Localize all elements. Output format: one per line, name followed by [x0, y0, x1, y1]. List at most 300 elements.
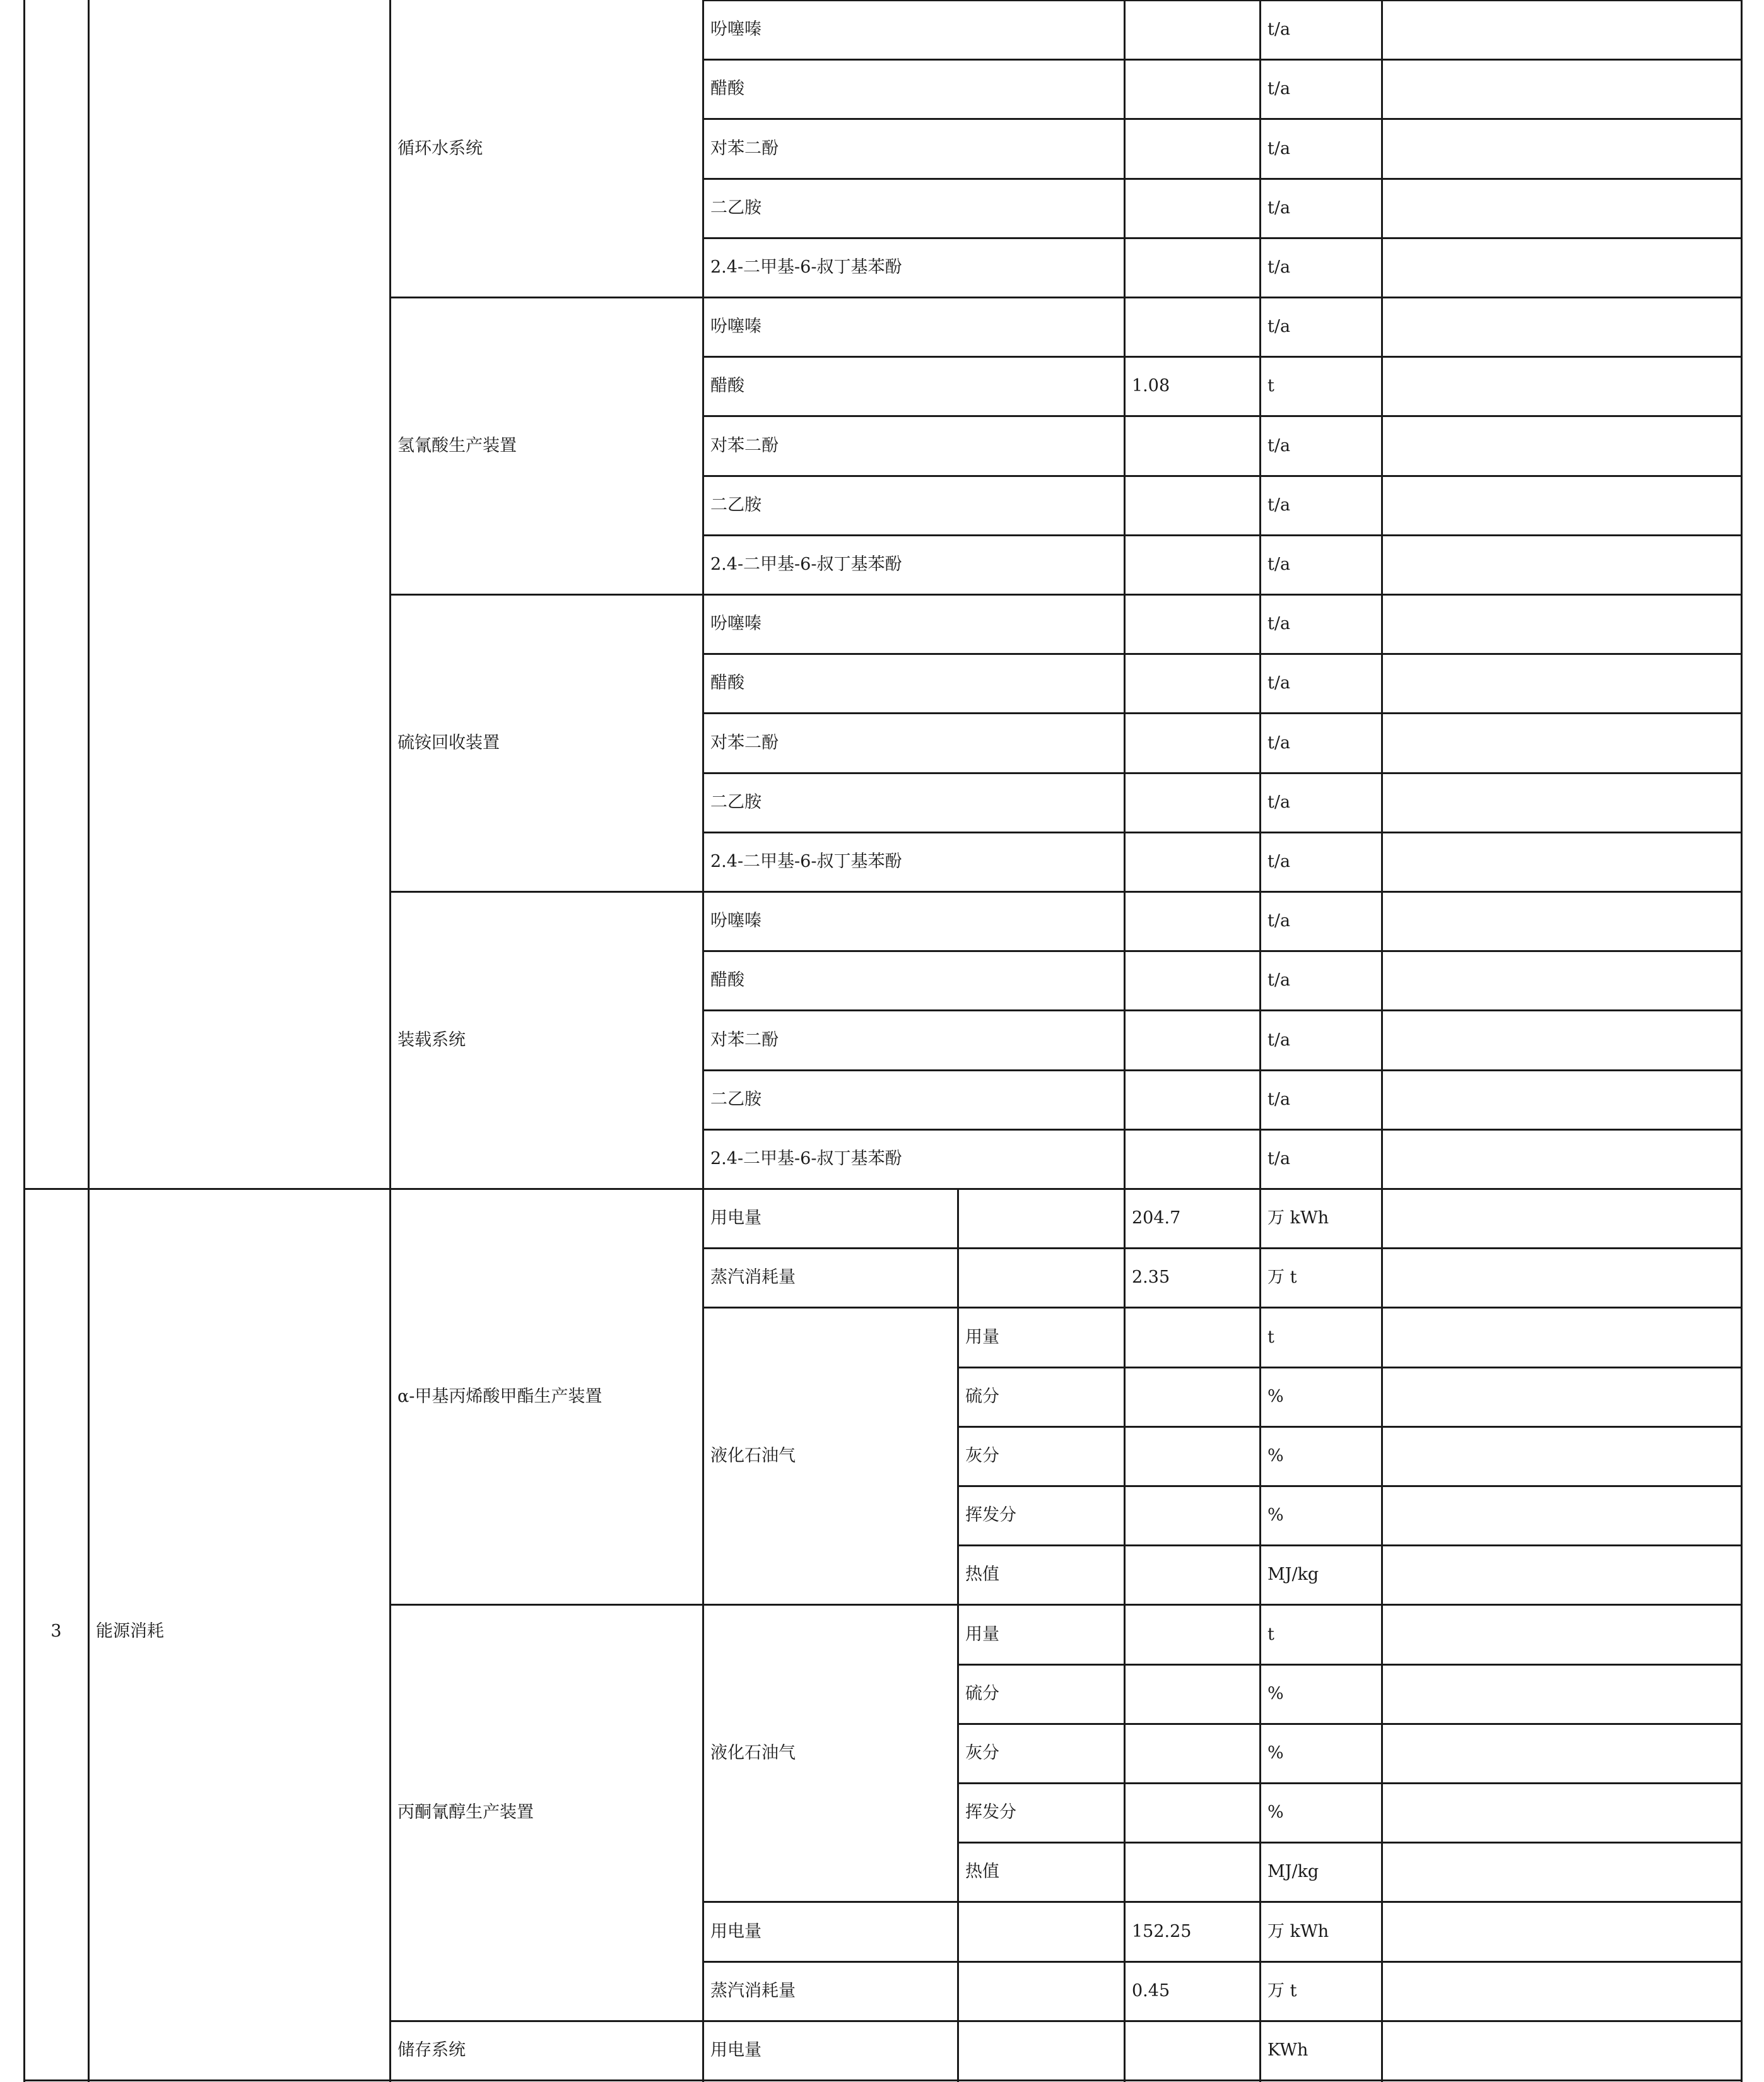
table-vertical-rule — [702, 1961, 704, 2023]
table-vertical-rule — [1741, 1902, 1743, 1963]
table-vertical-rule — [1259, 356, 1261, 418]
unit-cell: % — [1267, 1803, 1284, 1823]
table-vertical-rule — [1381, 1248, 1383, 1309]
item-name: 用电量 — [710, 1921, 761, 1941]
table-vertical-rule — [1741, 773, 1743, 834]
table-vertical-rule — [702, 0, 704, 61]
table-vertical-rule — [1741, 1070, 1743, 1131]
table-vertical-rule — [1259, 59, 1261, 121]
unit-cell: t/a — [1267, 79, 1291, 99]
table-vertical-rule — [1124, 594, 1126, 656]
table-vertical-rule — [1741, 951, 1743, 1012]
table-vertical-rule — [1381, 773, 1383, 834]
table-horizontal-rule — [957, 1367, 1743, 1368]
table-vertical-rule — [1381, 119, 1383, 180]
table-vertical-rule — [1381, 1129, 1383, 1191]
table-vertical-rule — [1124, 356, 1126, 418]
table-vertical-rule — [702, 1426, 704, 1488]
table-vertical-rule — [1381, 476, 1383, 537]
table-horizontal-rule — [702, 832, 1743, 833]
table-vertical-rule — [1124, 1367, 1126, 1428]
item-name: 二乙胺 — [710, 792, 761, 812]
value-cell: 204.7 — [1132, 1208, 1181, 1228]
table-vertical-rule — [1259, 1724, 1261, 1785]
unit-cell: t — [1267, 376, 1274, 396]
table-vertical-rule — [1741, 1664, 1743, 1726]
table-vertical-rule — [389, 0, 391, 299]
unit-cell: t/a — [1267, 673, 1291, 693]
table-vertical-rule — [1381, 1189, 1383, 1250]
table-vertical-rule — [1741, 891, 1743, 953]
table-vertical-rule — [1381, 238, 1383, 299]
item-name: 蒸汽消耗量 — [710, 1980, 796, 2001]
unit-cell: t/a — [1267, 138, 1291, 158]
item-name: 用电量 — [710, 2040, 761, 2060]
table-vertical-rule — [1124, 951, 1126, 1012]
table-vertical-rule — [702, 832, 704, 893]
table-vertical-rule — [1381, 713, 1383, 774]
facility-divider — [389, 1188, 704, 1190]
table-vertical-rule — [702, 594, 704, 656]
unit-cell: t/a — [1267, 435, 1291, 456]
table-vertical-rule — [1381, 535, 1383, 596]
item-name: 对苯二酚 — [710, 732, 779, 753]
table-vertical-rule — [389, 2021, 391, 2082]
subitem-name: 灰分 — [965, 1445, 999, 1466]
table-vertical-rule — [1741, 1604, 1743, 1666]
table-vertical-rule — [389, 1189, 391, 1606]
table-vertical-rule — [702, 1842, 704, 1903]
table-vertical-rule — [1124, 891, 1126, 953]
table-vertical-rule — [1381, 1367, 1383, 1428]
table-horizontal-rule — [702, 712, 1743, 714]
unit-cell: t/a — [1267, 1089, 1291, 1109]
subitem-name: 用量 — [965, 1624, 999, 1644]
table-vertical-rule — [702, 238, 704, 299]
unit-cell: t/a — [1267, 257, 1291, 277]
unit-cell: KWh — [1267, 2040, 1308, 2060]
item-name: 对苯二酚 — [710, 1030, 779, 1050]
table-vertical-rule — [1381, 1724, 1383, 1785]
subitem-name: 热值 — [965, 1862, 999, 1882]
table-horizontal-rule — [702, 594, 1743, 596]
table-vertical-rule — [1741, 0, 1743, 61]
item-name: 吩噻嗪 — [710, 614, 761, 634]
table-vertical-rule — [1124, 1664, 1126, 1726]
value-cell: 2.35 — [1132, 1267, 1170, 1288]
facility-divider — [389, 2079, 704, 2081]
table-vertical-rule — [389, 891, 391, 1191]
table-vertical-rule — [1124, 297, 1126, 358]
table-vertical-rule — [1259, 0, 1261, 61]
item-name: 蒸汽消耗量 — [710, 1267, 796, 1288]
table-vertical-rule — [957, 1248, 959, 1309]
table-vertical-rule — [1259, 1426, 1261, 1488]
table-vertical-rule — [1259, 1902, 1261, 1963]
table-vertical-rule — [1259, 1545, 1261, 1606]
table-vertical-rule — [702, 713, 704, 774]
table-vertical-rule — [702, 1307, 704, 1368]
item-name: 二乙胺 — [710, 197, 761, 218]
table-horizontal-rule — [702, 59, 1743, 61]
item-name: 2.4-二甲基-6-叔丁基苯酚 — [710, 851, 902, 871]
unit-cell: MJ/kg — [1267, 1862, 1319, 1882]
table-vertical-rule — [1124, 1129, 1126, 1191]
unit-cell: t/a — [1267, 614, 1291, 634]
table-vertical-rule — [1259, 179, 1261, 240]
unit-cell: t/a — [1267, 20, 1291, 40]
unit-cell: 万 kWh — [1267, 1208, 1329, 1228]
table-horizontal-rule — [702, 237, 1743, 239]
table-horizontal-rule — [957, 1723, 1743, 1725]
facility-name: 氢氰酸生产装置 — [397, 435, 517, 456]
table-vertical-rule — [1381, 2021, 1383, 2082]
table-left-border — [23, 1189, 25, 2082]
unit-cell: t/a — [1267, 911, 1291, 931]
table-vertical-rule — [1124, 832, 1126, 893]
value-cell: 1.08 — [1132, 376, 1170, 396]
table-vertical-rule — [957, 1307, 959, 1368]
table-vertical-rule — [1381, 1842, 1383, 1903]
table-vertical-rule — [1381, 832, 1383, 893]
item-name: 对苯二酚 — [710, 435, 779, 456]
table-vertical-rule — [1259, 832, 1261, 893]
table-horizontal-rule — [702, 1188, 1743, 1190]
table-vertical-rule — [1259, 119, 1261, 180]
item-name: 对苯二酚 — [710, 138, 779, 158]
table-vertical-rule — [702, 1189, 704, 1250]
table-vertical-rule — [1124, 1486, 1126, 1547]
subitem-name: 热值 — [965, 1565, 999, 1585]
table-vertical-rule — [1381, 654, 1383, 715]
table-vertical-rule — [1259, 654, 1261, 715]
table-vertical-rule — [702, 1724, 704, 1785]
item-name: 吩噻嗪 — [710, 317, 761, 337]
table-vertical-rule — [1381, 179, 1383, 240]
section-divider — [23, 2079, 391, 2081]
unit-cell: % — [1267, 1386, 1284, 1406]
table-vertical-rule — [1124, 535, 1126, 596]
table-vertical-rule — [702, 1783, 704, 1844]
table-vertical-rule — [1124, 476, 1126, 537]
table-vertical-rule — [1259, 1367, 1261, 1428]
section-index: 3 — [50, 1621, 62, 1641]
subitem-name: 挥发分 — [965, 1505, 1016, 1526]
unit-cell: % — [1267, 1445, 1284, 1466]
table-vertical-rule — [702, 416, 704, 477]
table-horizontal-rule — [957, 1842, 1743, 1844]
table-vertical-rule — [1259, 1189, 1261, 1250]
table-vertical-rule — [957, 1367, 959, 1428]
section-divider — [23, 1188, 391, 1190]
table-vertical-rule — [1741, 297, 1743, 358]
table-vertical-rule — [1124, 1010, 1126, 1071]
table-vertical-rule — [1259, 1664, 1261, 1726]
table-vertical-rule — [1124, 119, 1126, 180]
table-horizontal-rule — [702, 1069, 1743, 1071]
table-vertical-rule — [1381, 0, 1383, 61]
table-vertical-rule — [1124, 1783, 1126, 1844]
table-vertical-rule — [1124, 713, 1126, 774]
table-vertical-rule — [957, 1961, 959, 2023]
table-vertical-rule — [1381, 356, 1383, 418]
table-vertical-rule — [88, 1189, 90, 2082]
unit-cell: t/a — [1267, 554, 1291, 574]
table-vertical-rule — [1381, 1545, 1383, 1606]
table-vertical-rule — [1741, 832, 1743, 893]
table-horizontal-rule — [702, 950, 1743, 952]
unit-cell: 万 t — [1267, 1267, 1297, 1288]
table-vertical-rule — [1381, 1604, 1383, 1666]
table-horizontal-rule — [702, 415, 1743, 417]
subitem-name: 用量 — [965, 1327, 999, 1347]
table-vertical-rule — [702, 773, 704, 834]
table-vertical-rule — [1741, 238, 1743, 299]
value-cell: 0.45 — [1132, 1980, 1170, 2001]
table-vertical-rule — [1259, 2021, 1261, 2082]
table-vertical-rule — [1124, 416, 1126, 477]
table-vertical-rule — [1741, 179, 1743, 240]
table-vertical-rule — [1381, 1783, 1383, 1844]
item-name: 二乙胺 — [710, 495, 761, 515]
item-name: 吩噻嗪 — [710, 20, 761, 40]
facility-divider — [389, 2020, 704, 2022]
table-vertical-rule — [1741, 1010, 1743, 1071]
table-vertical-rule — [1381, 1961, 1383, 2023]
table-vertical-rule — [1741, 119, 1743, 180]
table-vertical-rule — [1741, 1486, 1743, 1547]
facility-name: α-甲基丙烯酸甲酯生产装置 — [397, 1386, 603, 1406]
table-vertical-rule — [1124, 2021, 1126, 2082]
table-vertical-rule — [702, 1248, 704, 1309]
table-vertical-rule — [1124, 1070, 1126, 1131]
table-horizontal-rule — [702, 1247, 1743, 1249]
table-horizontal-rule — [702, 2020, 1743, 2022]
table-vertical-rule — [1381, 59, 1383, 121]
table-vertical-rule — [1741, 416, 1743, 477]
table-vertical-rule — [1124, 1842, 1126, 1903]
table-vertical-rule — [1124, 59, 1126, 121]
table-vertical-rule — [1741, 2021, 1743, 2082]
table-vertical-rule — [702, 2021, 704, 2082]
table-vertical-rule — [1741, 713, 1743, 774]
table-vertical-rule — [957, 1664, 959, 1726]
subitem-name: 灰分 — [965, 1743, 999, 1763]
table-vertical-rule — [1124, 1724, 1126, 1785]
unit-cell: t/a — [1267, 970, 1291, 991]
table-horizontal-rule — [702, 772, 1743, 774]
table-vertical-rule — [702, 535, 704, 596]
table-vertical-rule — [1741, 1367, 1743, 1428]
table-horizontal-rule — [957, 1782, 1743, 1784]
item-name: 液化石油气 — [710, 1445, 796, 1466]
unit-cell: 万 t — [1267, 1980, 1297, 2001]
item-name: 醋酸 — [710, 376, 744, 396]
unit-cell: t/a — [1267, 197, 1291, 218]
table-vertical-rule — [1259, 1070, 1261, 1131]
table-vertical-rule — [1381, 1070, 1383, 1131]
table-horizontal-rule — [702, 118, 1743, 120]
table-vertical-rule — [702, 1545, 704, 1606]
facility-name: 循环水系统 — [397, 138, 483, 158]
facility-name: 储存系统 — [397, 2040, 466, 2060]
table-vertical-rule — [1381, 1307, 1383, 1368]
table-vertical-rule — [1259, 535, 1261, 596]
table-left-border — [23, 0, 25, 1191]
table-vertical-rule — [702, 1070, 704, 1131]
unit-cell: t/a — [1267, 1030, 1291, 1050]
table-vertical-rule — [1259, 773, 1261, 834]
table-vertical-rule — [1259, 594, 1261, 656]
table-vertical-rule — [389, 594, 391, 893]
table-vertical-rule — [957, 1189, 959, 1250]
unit-cell: % — [1267, 1683, 1284, 1703]
unit-cell: t/a — [1267, 317, 1291, 337]
table-vertical-rule — [1124, 179, 1126, 240]
facility-divider — [389, 1604, 704, 1606]
unit-cell: t/a — [1267, 1148, 1291, 1168]
table-vertical-rule — [957, 1902, 959, 1963]
item-name: 吩噻嗪 — [710, 911, 761, 931]
subitem-name: 挥发分 — [965, 1803, 1016, 1823]
item-name: 醋酸 — [710, 673, 744, 693]
table-vertical-rule — [1381, 891, 1383, 953]
table-vertical-rule — [1259, 1842, 1261, 1903]
table-vertical-rule — [1741, 1426, 1743, 1488]
table-vertical-rule — [957, 1604, 959, 1666]
table-vertical-rule — [1124, 1902, 1126, 1963]
table-vertical-rule — [702, 119, 704, 180]
table-vertical-rule — [1741, 1129, 1743, 1191]
table-horizontal-rule — [957, 1544, 1743, 1546]
table-vertical-rule — [702, 1664, 704, 1726]
table-horizontal-rule — [702, 356, 1743, 358]
table-horizontal-rule — [957, 1426, 1743, 1428]
value-cell: 152.25 — [1132, 1921, 1192, 1941]
table-vertical-rule — [1124, 1189, 1126, 1250]
table-horizontal-rule — [702, 1009, 1743, 1011]
table-horizontal-rule — [702, 475, 1743, 477]
table-vertical-rule — [1741, 654, 1743, 715]
facility-name: 丙酮氰醇生产装置 — [397, 1803, 534, 1823]
table-vertical-rule — [1259, 1961, 1261, 2023]
table-horizontal-rule — [702, 297, 1743, 298]
table-vertical-rule — [1124, 1961, 1126, 2023]
item-name: 2.4-二甲基-6-叔丁基苯酚 — [710, 257, 902, 277]
table-vertical-rule — [1124, 1545, 1126, 1606]
table-vertical-rule — [1741, 1545, 1743, 1606]
table-horizontal-rule — [702, 1901, 1743, 1903]
item-name: 液化石油气 — [710, 1743, 796, 1763]
facility-divider — [389, 594, 704, 596]
table-vertical-rule — [702, 356, 704, 418]
table-vertical-rule — [702, 1129, 704, 1191]
unit-cell: % — [1267, 1505, 1284, 1526]
table-horizontal-rule — [702, 653, 1743, 655]
table-vertical-rule — [957, 2021, 959, 2082]
table-vertical-rule — [1124, 773, 1126, 834]
table-vertical-rule — [1124, 1248, 1126, 1309]
facility-divider — [389, 297, 704, 298]
table-vertical-rule — [1381, 297, 1383, 358]
table-vertical-rule — [702, 891, 704, 953]
table-vertical-rule — [88, 0, 90, 1191]
item-name: 2.4-二甲基-6-叔丁基苯酚 — [710, 1148, 902, 1168]
table-vertical-rule — [702, 1367, 704, 1428]
table-vertical-rule — [1381, 1010, 1383, 1071]
table-vertical-rule — [1381, 1664, 1383, 1726]
unit-cell: % — [1267, 1743, 1284, 1763]
table-vertical-rule — [1124, 238, 1126, 299]
table-vertical-rule — [1124, 1307, 1126, 1368]
unit-cell: t/a — [1267, 495, 1291, 515]
table-vertical-rule — [1741, 594, 1743, 656]
table-vertical-rule — [1259, 1604, 1261, 1666]
table-vertical-rule — [1259, 1010, 1261, 1071]
subitem-name: 硫分 — [965, 1386, 999, 1406]
table-vertical-rule — [957, 1426, 959, 1488]
table-vertical-rule — [1381, 1902, 1383, 1963]
table-vertical-rule — [1259, 416, 1261, 477]
item-name: 醋酸 — [710, 79, 744, 99]
table-horizontal-rule — [957, 1664, 1743, 1666]
table-vertical-rule — [702, 1486, 704, 1547]
table-vertical-rule — [702, 654, 704, 715]
item-name: 二乙胺 — [710, 1089, 761, 1109]
table-horizontal-rule — [702, 891, 1743, 893]
table-vertical-rule — [1741, 1248, 1743, 1309]
table-horizontal-rule — [702, 1961, 1743, 1963]
table-horizontal-rule — [702, 1307, 1743, 1309]
table-vertical-rule — [1124, 654, 1126, 715]
table-vertical-rule — [1259, 1248, 1261, 1309]
unit-cell: MJ/kg — [1267, 1565, 1319, 1585]
table-vertical-rule — [1741, 1189, 1743, 1250]
table-vertical-rule — [1741, 1783, 1743, 1844]
table-vertical-rule — [389, 1604, 391, 2022]
table-vertical-rule — [1381, 594, 1383, 656]
table-vertical-rule — [1259, 297, 1261, 358]
table-vertical-rule — [1259, 238, 1261, 299]
unit-cell: 万 kWh — [1267, 1921, 1329, 1941]
table-vertical-rule — [1741, 1307, 1743, 1368]
table-vertical-rule — [702, 1604, 704, 1666]
table-vertical-rule — [1124, 1426, 1126, 1488]
item-name: 醋酸 — [710, 970, 744, 991]
table-vertical-rule — [1259, 1783, 1261, 1844]
table-vertical-rule — [389, 297, 391, 596]
table-vertical-rule — [1259, 891, 1261, 953]
item-name: 用电量 — [710, 1208, 761, 1228]
table-horizontal-rule — [702, 1129, 1743, 1131]
table-vertical-rule — [957, 1783, 959, 1844]
unit-cell: t/a — [1267, 792, 1291, 812]
table-vertical-rule — [1259, 713, 1261, 774]
unit-cell: t — [1267, 1624, 1274, 1644]
unit-cell: t/a — [1267, 851, 1291, 871]
table-horizontal-rule — [702, 0, 1743, 1]
table-vertical-rule — [1381, 1486, 1383, 1547]
item-name: 2.4-二甲基-6-叔丁基苯酚 — [710, 554, 902, 574]
unit-cell: t — [1267, 1327, 1274, 1347]
table-vertical-rule — [1259, 1129, 1261, 1191]
table-vertical-rule — [1124, 1604, 1126, 1666]
facility-name: 装载系统 — [397, 1030, 466, 1050]
table-vertical-rule — [1741, 1724, 1743, 1785]
table-vertical-rule — [702, 297, 704, 358]
table-vertical-rule — [957, 1486, 959, 1547]
table-vertical-rule — [1741, 1842, 1743, 1903]
